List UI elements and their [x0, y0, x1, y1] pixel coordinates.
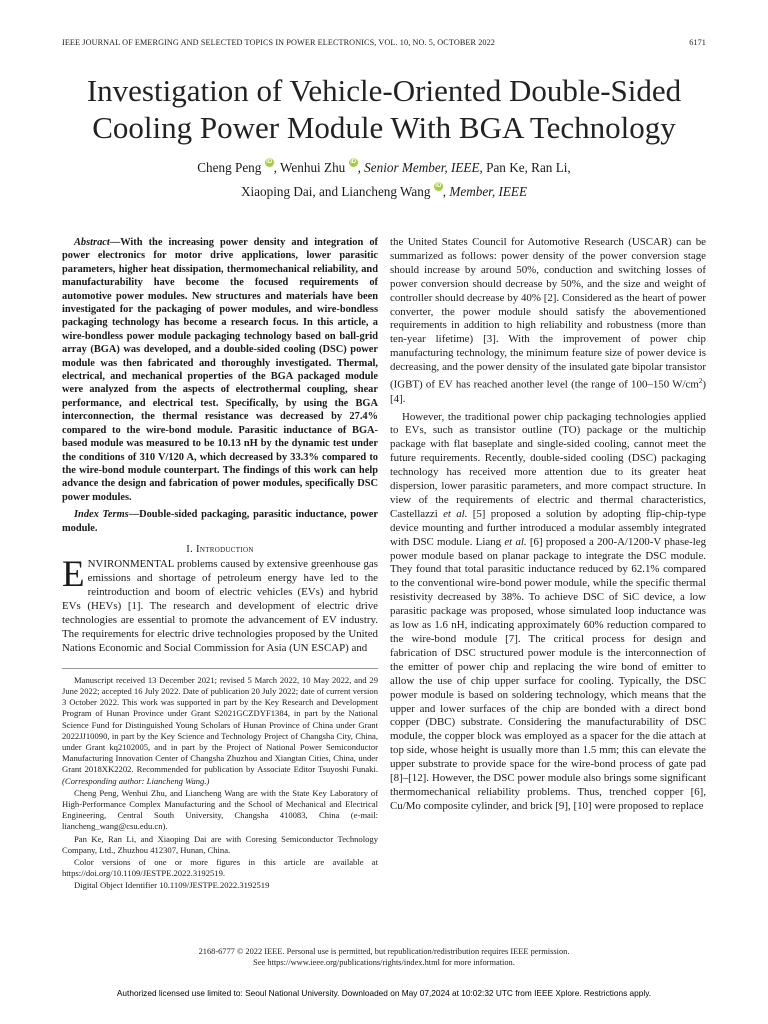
- footnote-divider: [62, 668, 378, 669]
- title-line-1: Investigation of Vehicle-Oriented Double-Sided: [86, 73, 682, 108]
- orcid-icon[interactable]: iD: [435, 183, 442, 189]
- footnote-manuscript: Manuscript received 13 December 2021; revised 5 March 2022, 10 May 2022, and 29 June 2022; accepted 16 July 2022. Date of publication 20 July 2022; date of current version 3 October 2022. This work was supported in part by the Key Research and Development Program of Hunan Province under Grant S2021GCZDYF1384, in part by the National Science Fund for Distinguished Young Scholars of Hunan Province of China under Grant 2022JJ10090, in part by the Key Science and Technology Project of Changsha City, China, under Grant kq2102005, and in part by the Project of National Power Semiconductor Manufacturing Innovation Center of Changsha Zhuzhou and Xiangtan Cities, China, under Grant 2018XK2202. Recommended for publication by Associate Editor Tsuyoshi Funaki. (Corresponding author: Liancheng Wang.): [62, 674, 378, 786]
- right-column: [390, 236, 706, 818]
- author-membership: Senior Member, IEEE: [364, 160, 480, 175]
- running-header: [62, 38, 706, 47]
- intro-paragraph: ENVIRONMENTAL problems caused by extensive greenhouse gas emissions and shortage of petroleum energy have led to the reintroduction and boom of electric vehicles (EVs) and hybrid EVs (HEVs) [1]. The research and development of electric drive technologies are essential to promote the advancement of EV industry. The requirements for electric drive technologies proposed by the United Nations Economic and Social Commission for Asia (UN ESCAP) and: [62, 554, 378, 654]
- footnote-doi: Digital Object Identifier 10.1109/JESTPE.2022.3192519: [74, 880, 270, 891]
- left-column: [62, 236, 378, 893]
- author-name: Xiaoping Dai, and Liancheng Wang: [240, 184, 431, 199]
- body-paragraph: the United States Council for Automotive Research (USCAR) can be summarized as follows: power density of the power conversion stage should increase by around 50%, conduction and switching losses of power conversion should decrease by 50%, and the size and weight of controller should decrease by 40% [2]. Considered as the heart of power converter, the power module should satisfy the abovementioned requirements in addition to high reliability and robustness (more than ten-year lifetime) [3]. With the improvement of power chip manufacturing technology, the minimum feature size of power device is decreasing, and the power density of the insulated gate bipolar transistor (IGBT) of EV has reached another level (the range of 100–150 $W/cm^2$) [4].: [390, 236, 706, 405]
- title-line-2: Cooling Power Module With BGA Technology: [92, 110, 676, 145]
- dropcap: E: [62, 554, 85, 596]
- author-name: Wenhui Zhu: [280, 160, 346, 175]
- body-paragraph: However, the traditional power chip packaging technologies applied to EVs, such as transistor outline (TO) package or the multichip package with flat baseplate and single-sided cooling, cannot meet the future requirements. Recently, double-sided cooling (DSC) packaging technology has received more attention due to its greater heat dispersion, lower parasitic parameters, and more compact structure. In view of the requirements of electric and thermal characteristics, Castellazzi et al. [5] proposed a solution by adopting flip-chip-type device mounting and further introduced a modular assembly integrated with DSC module. Liang et al. [6] proposed a 200-A/1200-V phase-leg power module based on planar package to integrate the DSC module. They found that total parasitic inductance reduced by 62.1% compared to the conventional wire-bond power module, while the specific thermal resistivity decreased by 38%. To achieve DSC of SiC device, a low parasitic package was proposed, whose simulated loop inductance was as low as 1.6 nH, indicating approximately 60% reduction compared to the wire-bond module [7]. The critical process for design and fabrication of DSC structured power module is the interconnection of the emitter of power chip and replacing the wire bond of emitter to allow the use of chip upper surface for cooling. Typically, the DSC power module is based on soldering technology, which means that the upper and lower surfaces of the chip are bonded with a direct bond copper (DBC) substrate. Considering the manufacturability of DSC module, the copper block was employed as a spacer for the die attach at top side, whose height is usually more than 1.5 mm; this can elevate the upper substrate to provide space for the wire-bond process of gate pad [8]–[12]. However, the DSC power module also brings some significant thermomechanical reliability problems. Thus, trenched copper [6], Cu/Mo composite cylinder, and brick [9], [10] were proposed to replace: [390, 410, 707, 812]
- page-number: 6171: [689, 38, 706, 47]
- authorized-use-banner: Authorized licensed use limited to: Seoul National University. Downloaded on May 07,2024 at 10:02:32 UTC from IEEE Xplore. Restrictions apply.: [116, 988, 652, 998]
- index-terms: Index Terms—Double-sided packaging, parasitic inductance, power module.: [62, 509, 378, 534]
- author-name: Pan Ke, Ran Li,: [486, 160, 571, 175]
- author-list: [60, 156, 708, 204]
- author-membership: Member, IEEE: [449, 184, 528, 199]
- orcid-icon[interactable]: iD: [266, 159, 273, 165]
- footnote-color-versions: Color versions of one or more figures in this article are available at https://doi.org/10.1109/JESTPE.2022.3192519.: [62, 856, 378, 879]
- footnote-affiliation: Cheng Peng, Wenhui Zhu, and Liancheng Wang are with the State Key Laboratory of High-Performance Complex Manufacturing and the School of Mechanical and Electrical Engineering, Central South University, Changsha 410083, China (e-mail: liancheng_wang@csu.edu.cn).: [62, 787, 378, 832]
- abstract: Abstract—With the increasing power density and integration of power electronics for motor drive applications, lower parasitic parameters, higher heat dissipation, thermomechanical reliability, and manufacturability have become the focused requirements of automotive power modules. New structures and materials have been investigated for the packaging of power modules, and wire-bondless packaging technology has become a research focus. In this article, a wire-bondless power module packaging technology based on ball-grid array (BGA) was developed, and a double-sided cooling (DSC) power module was then fabricated and thoroughly investigated. Thermal, electrical, and mechanical properties of the BGA packaged module were analyzed from the aspects of electrothermal coupling, shear performance, and electrical test. Specifically, by using the BGA interconnection, the thermal resistance was decreased by 27.4% compared to the wire-bond module. Parasitic inductance of BGA-based module was measured to be 10.13 nH by the dynamic test under the conditions of 310 V/120 A, which decreased by 33.3% compared to the wire-bond module counterpart. The findings of this work can help advance the design and fabrication of power modules, specifically DSC power modules.: [62, 237, 378, 503]
- section-heading: I. Introduction: [186, 543, 254, 555]
- authors-line-1: Cheng Peng iD , Wenhui Zhu iD , Senior Member, IEEE, Pan Ke, Ran Li,: [197, 159, 571, 175]
- authors-line-2: Xiaoping Dai, and Liancheng Wang iD , Member, IEEE: [240, 183, 528, 199]
- copyright-notice: 2168-6777 © 2022 IEEE. Personal use is permitted, but republication/redistribution requires IEEE permission. See https://www.ieee.org/publications/rights/index.html for more information.: [198, 947, 570, 967]
- footnote-affiliation: Pan Ke, Ran Li, and Xiaoping Dai are with Coresing Semiconductor Technology Company, Ltd., Zhuzhou 412307, Hunan, China.: [62, 833, 378, 855]
- journal-name: IEEE JOURNAL OF EMERGING AND SELECTED TOPICS IN POWER ELECTRONICS, VOL. 10, NO. 5, OCTOBER 2022: [62, 38, 495, 47]
- orcid-icon[interactable]: iD: [350, 159, 357, 165]
- paper-title: [40, 72, 728, 146]
- author-name: Cheng Peng: [197, 160, 262, 175]
